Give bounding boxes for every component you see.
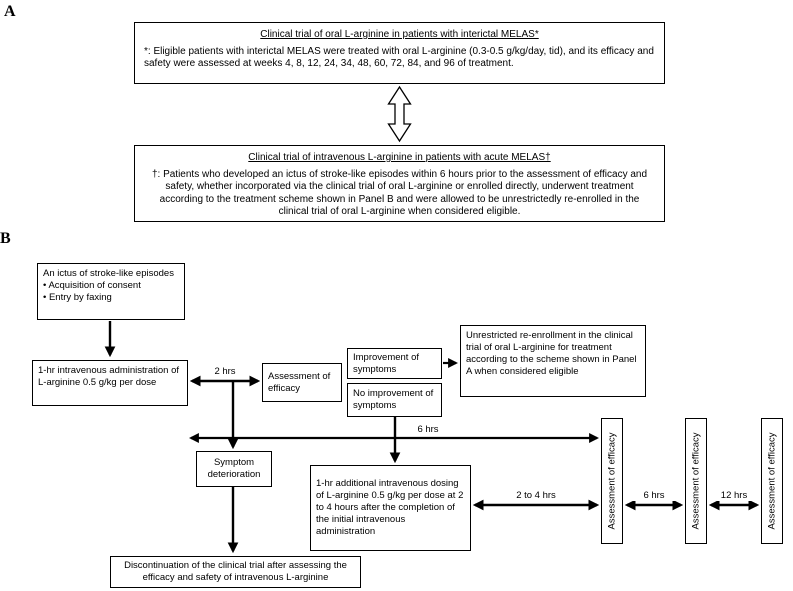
interval-label-6hrs: 6 hrs bbox=[632, 490, 676, 501]
improvement-box: Improvement of symptoms bbox=[347, 348, 442, 379]
iv-trial-title: Clinical trial of intravenous L-arginine in patients with acute MELAS† bbox=[248, 152, 551, 163]
assessment-vertical-box-1 bbox=[601, 418, 623, 544]
interval-label-6hrs-long: 6 hrs bbox=[406, 424, 450, 435]
interval-label-2to4hrs: 2 to 4 hrs bbox=[506, 490, 566, 501]
ictus-line: An ictus of stroke-like episodes bbox=[43, 268, 174, 279]
panel-link-double-arrow-icon bbox=[389, 87, 411, 141]
oral-trial-title: Clinical trial of oral L-arginine in patients with interictal MELAS* bbox=[260, 29, 539, 40]
panel-b-label: B bbox=[0, 230, 11, 247]
reenrollment-box: Unrestricted re-enrollment in the clinical trial of oral L-arginine for treatment according to the scheme shown in Panel A when considered eligible bbox=[460, 325, 646, 397]
ictus-bullet-faxing: • Entry by faxing bbox=[43, 291, 112, 303]
no-improvement-box: No improvement of symptoms bbox=[347, 383, 442, 417]
assessment-vertical-box-2 bbox=[685, 418, 707, 544]
discontinuation-box: Discontinuation of the clinical trial after assessing the efficacy and safety of intravenous L-arginine bbox=[110, 556, 361, 588]
iv-trial-body: †: Patients who developed an ictus of stroke-like episodes within 6 hours prior to the assessment of efficacy and safety, whether incorporated via the clinical trial of oral L-arginine or enrolled directly, underwent treatment according to the treatment scheme shown in Panel B and were allowed to be unrestrictedly re-enrolled in the clinical trial of oral L-arginine when considered eligible. bbox=[151, 168, 648, 217]
symptom-deterioration-box: Symptom deterioration bbox=[196, 451, 272, 487]
oral-trial-box bbox=[134, 22, 665, 84]
panel-a-label: A bbox=[4, 3, 16, 20]
assessment-box: Assessment of efficacy bbox=[262, 363, 342, 402]
oral-trial-body: *: Eligible patients with interictal MELAS were treated with oral L-arginine (0.3-0.5 g/kg/day, tid), and its efficacy and safety were assessed at weeks 4, 8, 12, 24, 34, 48, 60, 72, 84, and 96 of treatment. bbox=[144, 45, 654, 69]
iv-additional-box: 1-hr additional intravenous dosing of L-arginine 0.5 g/kg per dose at 2 to 4 hours after the completion of the initial intravenous administration bbox=[310, 465, 471, 551]
assessment-vertical-label-3: Assessment of efficacy bbox=[766, 432, 778, 530]
ictus-box bbox=[37, 263, 185, 320]
interval-label-12hrs: 12 hrs bbox=[712, 490, 756, 501]
assessment-vertical-label-1: Assessment of efficacy bbox=[606, 432, 618, 530]
ictus-bullet-consent: • Acquisition of consent bbox=[43, 279, 141, 291]
interval-label-2hrs: 2 hrs bbox=[201, 366, 249, 377]
iv-trial-box bbox=[134, 145, 665, 222]
assessment-vertical-label-2: Assessment of efficacy bbox=[690, 432, 702, 530]
assessment-vertical-box-3 bbox=[761, 418, 783, 544]
iv-initial-box: 1-hr intravenous administration of L-arginine 0.5 g/kg per dose bbox=[32, 360, 188, 406]
